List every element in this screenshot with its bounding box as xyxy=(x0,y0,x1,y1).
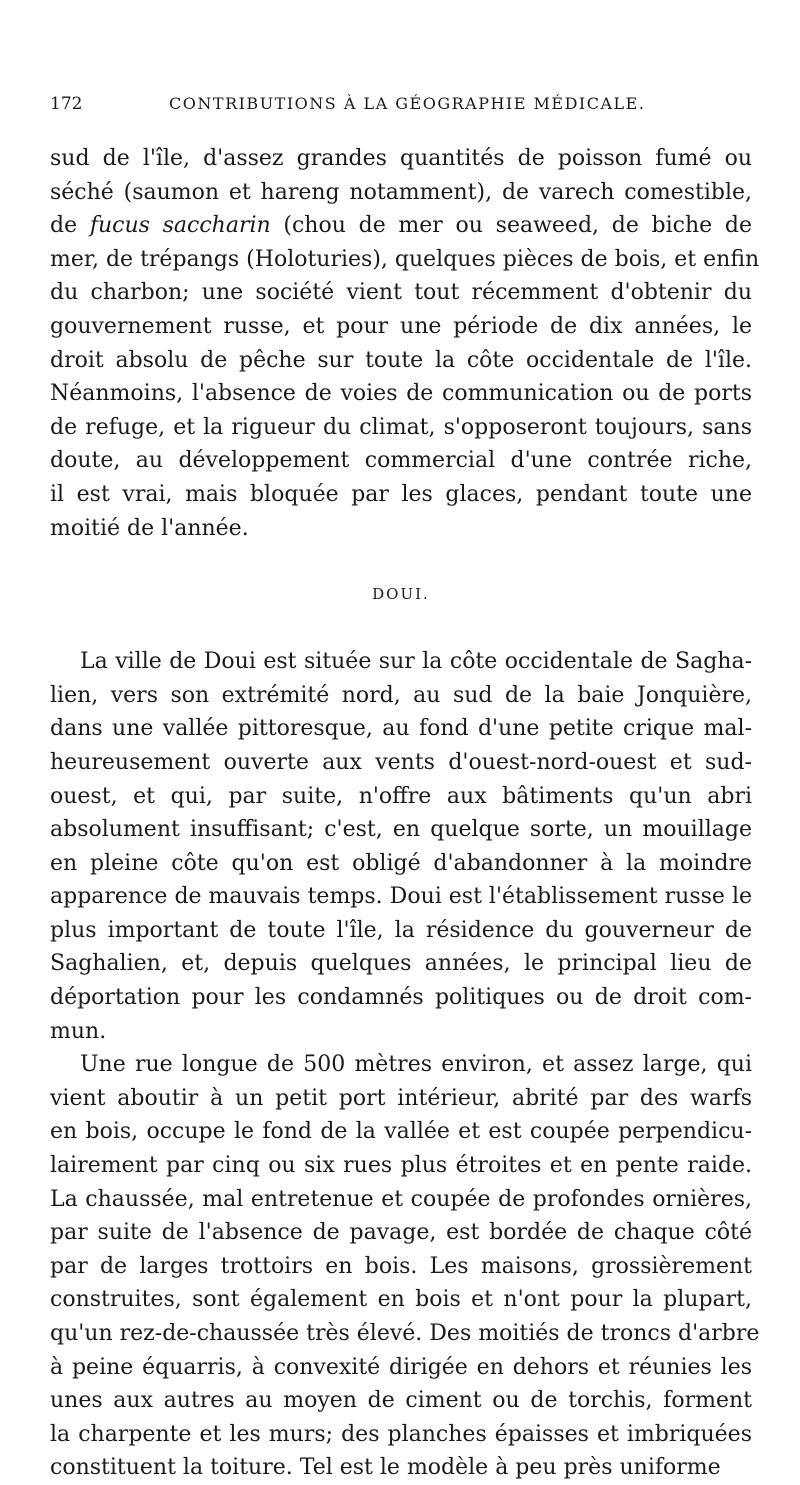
text-line: déportation pour les condamnés politiques ou de droit com- xyxy=(50,985,752,1011)
section-heading: DOUI. xyxy=(372,585,430,604)
running-title: CONTRIBUTIONS À LA GÉOGRAPHIE MÉDICALE. xyxy=(169,94,646,113)
running-head xyxy=(50,94,752,124)
paragraph-continued xyxy=(50,142,760,545)
text-line: moitié de l'année. xyxy=(50,515,249,541)
text-line-with-italic xyxy=(50,209,752,243)
text-line: qu'un rez-de-chaussée très élevé. Des moitiés de troncs d'arbre xyxy=(50,1321,760,1346)
text-line: mun. xyxy=(50,1018,107,1044)
text-line: il est vrai, mais bloquée par les glaces, pendant toute une xyxy=(50,481,752,507)
text-line: par de larges trottoirs en bois. Les maisons, grossièrement xyxy=(50,1253,752,1279)
text-line: La chaussée, mal entretenue et coupée de profondes ornières, xyxy=(50,1186,752,1212)
text-line: unes aux autres au moyen de ciment ou de torchis, forment xyxy=(50,1388,752,1414)
text-line: plus important de toute l'île, la résidence du gouverneur de xyxy=(50,917,752,943)
text-line: lien, vers son extrémité nord, au sud de la baie Jonquière, xyxy=(50,682,752,708)
text-line: en bois, occupe le fond de la vallée et est coupée perpendicu- xyxy=(50,1119,752,1145)
book-page xyxy=(50,94,760,1485)
text-line: construites, sont également en bois et n'ont pour la plupart, xyxy=(50,1287,752,1313)
paragraph-street xyxy=(50,1048,760,1485)
text-line: en pleine côte qu'on est obligé d'abandonner à la moindre xyxy=(50,850,752,876)
text-line: du charbon; une société vient tout récemment d'obtenir du xyxy=(50,280,752,306)
text-fragment: (chou de mer ou seaweed, de biche de xyxy=(283,213,752,239)
text-line: la charpente et les murs; des planches épaisses et imbriquées xyxy=(50,1421,752,1447)
page-number: 172 xyxy=(50,94,83,114)
text-line: Saghalien, et, depuis quelques années, le principal lieu de xyxy=(50,951,752,977)
text-line: La ville de Doui est située sur la côte occidentale de Sagha- xyxy=(80,649,752,675)
text-line: de refuge, et la rigueur du climat, s'opposeront toujours, sans xyxy=(50,414,752,440)
text-line: apparence de mauvais temps. Doui est l'établissement russe le xyxy=(50,884,752,910)
text-line: absolument insuffisant; c'est, en quelque sorte, un mouillage xyxy=(50,817,752,843)
text-line: lairement par cinq ou six rues plus étroites et en pente raide. xyxy=(50,1153,752,1179)
text-line: gouvernement russe, et pour une période de dix années, le xyxy=(50,313,752,339)
text-fragment: de xyxy=(50,213,78,239)
text-line: heureusement ouverte aux vents d'ouest-nord-ouest et sud- xyxy=(50,749,752,775)
text-line: mer, de trépangs (Holoturies), quelques pièces de bois, et enfin xyxy=(50,246,760,272)
italic-term: fucus saccharin xyxy=(89,213,271,239)
text-line: doute, au développement commercial d'une contrée riche, xyxy=(50,448,752,474)
text-line: à peine équarris, à convexité dirigée en dehors et réunies les xyxy=(50,1354,752,1380)
text-line: Une rue longue de 500 mètres environ, et assez large, qui xyxy=(80,1052,752,1078)
text-line: par suite de l'absence de pavage, est bordée de chaque côté xyxy=(50,1220,752,1246)
text-line: vient aboutir à un petit port intérieur, abrité par des warfs xyxy=(50,1085,752,1111)
text-line: dans une vallée pittoresque, au fond d'une petite crique mal- xyxy=(50,716,752,742)
text-line: droit absolu de pêche sur toute la côte occidentale de l'île. xyxy=(50,347,752,373)
text-line: constituent la toiture. Tel est le modèle à peu près uniforme xyxy=(50,1455,721,1481)
text-line: Néanmoins, l'absence de voies de communication ou de ports xyxy=(50,381,752,407)
text-line: ouest, et qui, par suite, n'offre aux bâtiments qu'un abri xyxy=(50,783,752,809)
text-line: sud de l'île, d'assez grandes quantités de poisson fumé ou xyxy=(50,146,752,171)
text-line: séché (saumon et hareng notamment), de varech comestible, xyxy=(50,179,752,205)
paragraph-doui xyxy=(50,645,752,1048)
